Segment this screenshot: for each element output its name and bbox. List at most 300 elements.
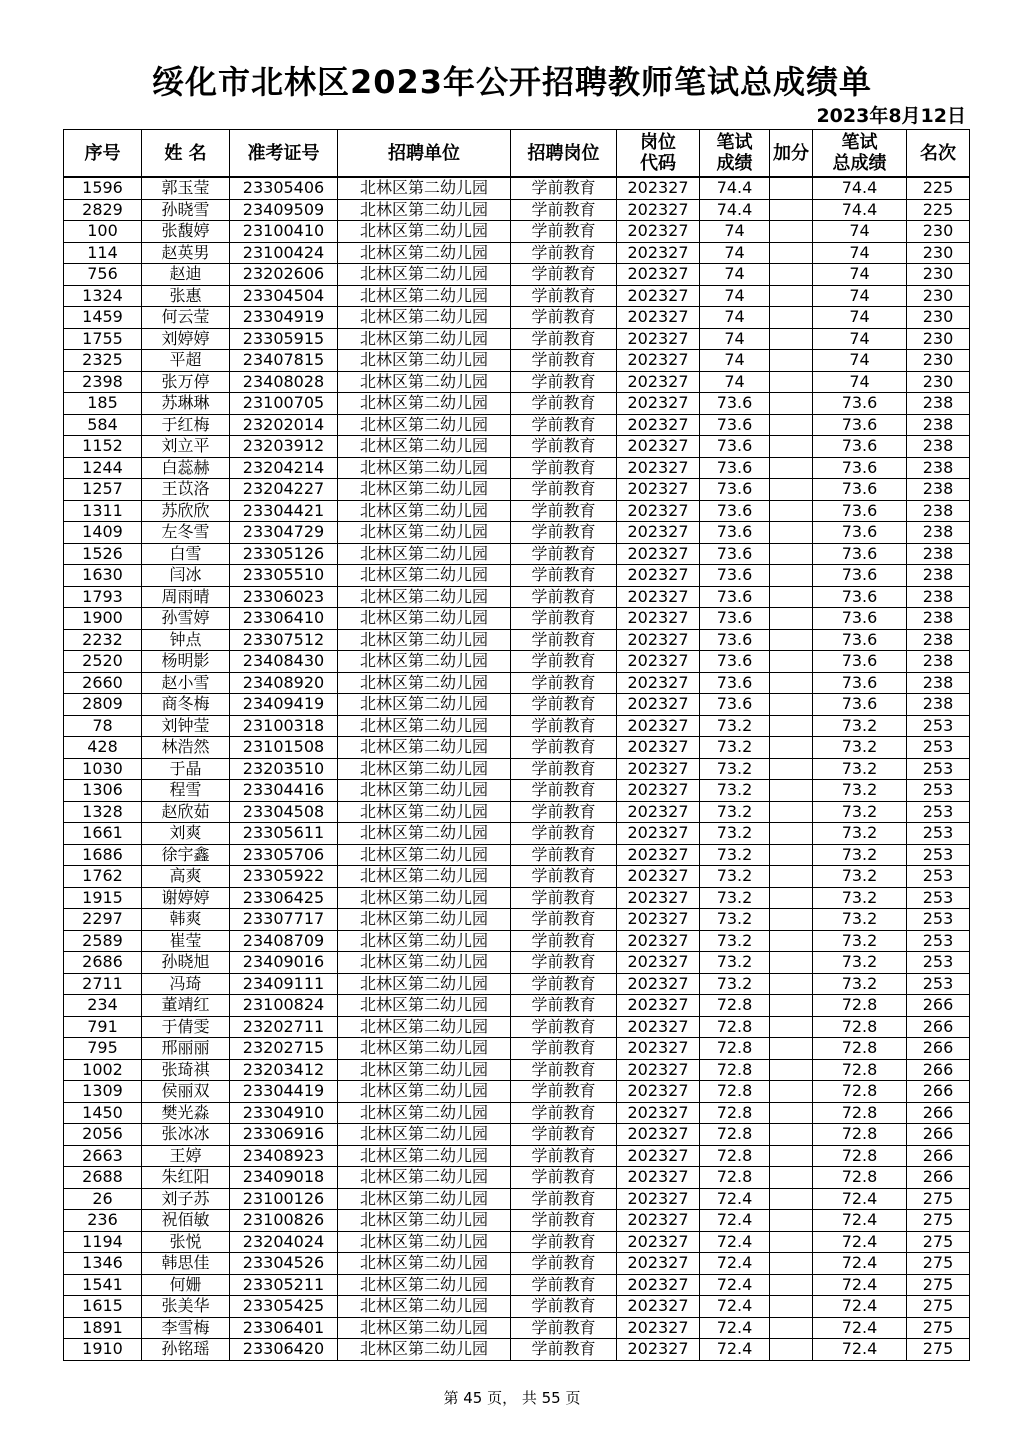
cell-total-score: 72.4 bbox=[813, 1317, 907, 1339]
cell-unit: 北林区第二幼儿园 bbox=[338, 715, 511, 737]
table-row bbox=[64, 586, 970, 608]
table-row bbox=[64, 457, 970, 479]
cell-unit: 北林区第二幼儿园 bbox=[338, 479, 511, 501]
cell-rank: 266 bbox=[907, 1081, 970, 1103]
cell-index: 2809 bbox=[64, 694, 142, 716]
cell-total-score: 73.6 bbox=[813, 500, 907, 522]
cell-name: 徐宇鑫 bbox=[142, 844, 230, 866]
cell-unit: 北林区第二幼儿园 bbox=[338, 801, 511, 823]
cell-position: 学前教育 bbox=[511, 522, 617, 544]
cell-exam-id: 23304504 bbox=[230, 285, 338, 307]
cell-position-code: 202327 bbox=[617, 1339, 700, 1361]
table-row bbox=[64, 608, 970, 630]
cell-index: 1030 bbox=[64, 758, 142, 780]
table-row bbox=[64, 1317, 970, 1339]
cell-written-score: 73.2 bbox=[700, 866, 770, 888]
cell-exam-id: 23100705 bbox=[230, 393, 338, 415]
cell-position-code: 202327 bbox=[617, 565, 700, 587]
cell-index: 1194 bbox=[64, 1231, 142, 1253]
cell-written-score: 72.4 bbox=[700, 1231, 770, 1253]
cell-index: 2398 bbox=[64, 371, 142, 393]
cell-position: 学前教育 bbox=[511, 1145, 617, 1167]
cell-written-score: 72.4 bbox=[700, 1188, 770, 1210]
cell-rank: 253 bbox=[907, 909, 970, 931]
cell-total-score: 74 bbox=[813, 242, 907, 264]
cell-rank: 238 bbox=[907, 543, 970, 565]
cell-bonus bbox=[770, 177, 813, 199]
cell-written-score: 72.8 bbox=[700, 1038, 770, 1060]
cell-index: 791 bbox=[64, 1016, 142, 1038]
cell-unit: 北林区第二幼儿园 bbox=[338, 221, 511, 243]
cell-total-score: 74 bbox=[813, 221, 907, 243]
cell-position: 学前教育 bbox=[511, 694, 617, 716]
cell-bonus bbox=[770, 844, 813, 866]
cell-position-code: 202327 bbox=[617, 1167, 700, 1189]
cell-position: 学前教育 bbox=[511, 995, 617, 1017]
cell-bonus bbox=[770, 801, 813, 823]
cell-bonus bbox=[770, 995, 813, 1017]
cell-position-code: 202327 bbox=[617, 1317, 700, 1339]
cell-rank: 225 bbox=[907, 177, 970, 199]
header-total-score: 笔试 总成绩 bbox=[813, 130, 907, 178]
cell-rank: 253 bbox=[907, 930, 970, 952]
cell-position-code: 202327 bbox=[617, 801, 700, 823]
cell-position-code: 202327 bbox=[617, 1210, 700, 1232]
cell-bonus bbox=[770, 264, 813, 286]
table-row bbox=[64, 500, 970, 522]
cell-index: 2297 bbox=[64, 909, 142, 931]
cell-exam-id: 23305706 bbox=[230, 844, 338, 866]
cell-total-score: 73.2 bbox=[813, 823, 907, 845]
cell-unit: 北林区第二幼儿园 bbox=[338, 887, 511, 909]
table-row bbox=[64, 1188, 970, 1210]
cell-bonus bbox=[770, 930, 813, 952]
cell-rank: 238 bbox=[907, 694, 970, 716]
cell-index: 1306 bbox=[64, 780, 142, 802]
cell-bonus bbox=[770, 371, 813, 393]
cell-position: 学前教育 bbox=[511, 952, 617, 974]
cell-name: 赵小雪 bbox=[142, 672, 230, 694]
cell-position: 学前教育 bbox=[511, 1081, 617, 1103]
cell-exam-id: 23306410 bbox=[230, 608, 338, 630]
cell-rank: 230 bbox=[907, 307, 970, 329]
cell-index: 1630 bbox=[64, 565, 142, 587]
cell-total-score: 73.6 bbox=[813, 457, 907, 479]
cell-rank: 238 bbox=[907, 500, 970, 522]
cell-position: 学前教育 bbox=[511, 629, 617, 651]
cell-total-score: 73.6 bbox=[813, 479, 907, 501]
table-row bbox=[64, 758, 970, 780]
cell-position: 学前教育 bbox=[511, 177, 617, 199]
cell-position-code: 202327 bbox=[617, 737, 700, 759]
cell-name: 张美华 bbox=[142, 1296, 230, 1318]
cell-position-code: 202327 bbox=[617, 715, 700, 737]
cell-bonus bbox=[770, 866, 813, 888]
table-row bbox=[64, 844, 970, 866]
cell-name: 张馥婷 bbox=[142, 221, 230, 243]
cell-unit: 北林区第二幼儿园 bbox=[338, 522, 511, 544]
cell-index: 185 bbox=[64, 393, 142, 415]
cell-index: 2589 bbox=[64, 930, 142, 952]
cell-total-score: 72.4 bbox=[813, 1231, 907, 1253]
cell-position: 学前教育 bbox=[511, 565, 617, 587]
cell-exam-id: 23305406 bbox=[230, 177, 338, 199]
cell-written-score: 73.6 bbox=[700, 393, 770, 415]
cell-exam-id: 23307717 bbox=[230, 909, 338, 931]
cell-position-code: 202327 bbox=[617, 758, 700, 780]
cell-unit: 北林区第二幼儿园 bbox=[338, 672, 511, 694]
cell-position: 学前教育 bbox=[511, 1317, 617, 1339]
cell-position: 学前教育 bbox=[511, 457, 617, 479]
table-row bbox=[64, 1210, 970, 1232]
cell-bonus bbox=[770, 1145, 813, 1167]
cell-unit: 北林区第二幼儿园 bbox=[338, 436, 511, 458]
cell-total-score: 73.2 bbox=[813, 780, 907, 802]
table-row bbox=[64, 350, 970, 372]
cell-bonus bbox=[770, 973, 813, 995]
cell-bonus bbox=[770, 780, 813, 802]
cell-rank: 238 bbox=[907, 414, 970, 436]
cell-written-score: 73.2 bbox=[700, 823, 770, 845]
cell-rank: 275 bbox=[907, 1253, 970, 1275]
cell-position-code: 202327 bbox=[617, 285, 700, 307]
cell-total-score: 72.4 bbox=[813, 1188, 907, 1210]
header-written-score: 笔试 成绩 bbox=[700, 130, 770, 178]
cell-position-code: 202327 bbox=[617, 694, 700, 716]
cell-total-score: 73.6 bbox=[813, 672, 907, 694]
cell-unit: 北林区第二幼儿园 bbox=[338, 995, 511, 1017]
cell-unit: 北林区第二幼儿园 bbox=[338, 1253, 511, 1275]
cell-bonus bbox=[770, 887, 813, 909]
table-row bbox=[64, 672, 970, 694]
header-rank: 名次 bbox=[907, 130, 970, 178]
cell-written-score: 73.2 bbox=[700, 737, 770, 759]
cell-bonus bbox=[770, 952, 813, 974]
cell-unit: 北林区第二幼儿园 bbox=[338, 177, 511, 199]
cell-exam-id: 23202014 bbox=[230, 414, 338, 436]
cell-index: 428 bbox=[64, 737, 142, 759]
cell-exam-id: 23203912 bbox=[230, 436, 338, 458]
cell-index: 1311 bbox=[64, 500, 142, 522]
cell-exam-id: 23100826 bbox=[230, 1210, 338, 1232]
cell-position-code: 202327 bbox=[617, 930, 700, 952]
cell-position: 学前教育 bbox=[511, 1188, 617, 1210]
cell-position: 学前教育 bbox=[511, 307, 617, 329]
cell-index: 100 bbox=[64, 221, 142, 243]
cell-index: 1324 bbox=[64, 285, 142, 307]
cell-bonus bbox=[770, 1059, 813, 1081]
cell-position-code: 202327 bbox=[617, 1145, 700, 1167]
table-row bbox=[64, 909, 970, 931]
cell-exam-id: 23204214 bbox=[230, 457, 338, 479]
cell-name: 崔莹 bbox=[142, 930, 230, 952]
table-row bbox=[64, 823, 970, 845]
cell-position-code: 202327 bbox=[617, 199, 700, 221]
cell-written-score: 73.2 bbox=[700, 973, 770, 995]
cell-unit: 北林区第二幼儿园 bbox=[338, 1296, 511, 1318]
cell-position: 学前教育 bbox=[511, 414, 617, 436]
cell-rank: 266 bbox=[907, 1167, 970, 1189]
cell-bonus bbox=[770, 586, 813, 608]
cell-unit: 北林区第二幼儿园 bbox=[338, 1210, 511, 1232]
cell-bonus bbox=[770, 479, 813, 501]
cell-position: 学前教育 bbox=[511, 715, 617, 737]
cell-position: 学前教育 bbox=[511, 264, 617, 286]
cell-position-code: 202327 bbox=[617, 1102, 700, 1124]
cell-rank: 238 bbox=[907, 522, 970, 544]
cell-position: 学前教育 bbox=[511, 780, 617, 802]
cell-name: 杨明影 bbox=[142, 651, 230, 673]
cell-index: 1409 bbox=[64, 522, 142, 544]
cell-rank: 253 bbox=[907, 715, 970, 737]
cell-written-score: 72.4 bbox=[700, 1296, 770, 1318]
cell-exam-id: 23409419 bbox=[230, 694, 338, 716]
cell-total-score: 73.2 bbox=[813, 973, 907, 995]
cell-written-score: 73.6 bbox=[700, 694, 770, 716]
cell-written-score: 72.8 bbox=[700, 995, 770, 1017]
cell-exam-id: 23408430 bbox=[230, 651, 338, 673]
cell-total-score: 73.2 bbox=[813, 715, 907, 737]
cell-written-score: 72.4 bbox=[700, 1317, 770, 1339]
cell-total-score: 73.2 bbox=[813, 737, 907, 759]
cell-rank: 230 bbox=[907, 264, 970, 286]
cell-position: 学前教育 bbox=[511, 371, 617, 393]
table-row bbox=[64, 1231, 970, 1253]
cell-total-score: 73.6 bbox=[813, 543, 907, 565]
table-row bbox=[64, 651, 970, 673]
cell-unit: 北林区第二幼儿园 bbox=[338, 866, 511, 888]
cell-written-score: 73.6 bbox=[700, 500, 770, 522]
cell-bonus bbox=[770, 500, 813, 522]
cell-name: 闫冰 bbox=[142, 565, 230, 587]
page-footer: 第 45 页， 共 55 页 bbox=[443, 1389, 581, 1407]
cell-position: 学前教育 bbox=[511, 1339, 617, 1361]
cell-position: 学前教育 bbox=[511, 1059, 617, 1081]
cell-bonus bbox=[770, 694, 813, 716]
table-row bbox=[64, 1102, 970, 1124]
cell-bonus bbox=[770, 1317, 813, 1339]
cell-index: 114 bbox=[64, 242, 142, 264]
cell-rank: 225 bbox=[907, 199, 970, 221]
table-row bbox=[64, 565, 970, 587]
cell-written-score: 72.4 bbox=[700, 1274, 770, 1296]
cell-total-score: 72.8 bbox=[813, 1059, 907, 1081]
cell-exam-id: 23304919 bbox=[230, 307, 338, 329]
cell-name: 张惠 bbox=[142, 285, 230, 307]
cell-unit: 北林区第二幼儿园 bbox=[338, 199, 511, 221]
table-row bbox=[64, 436, 970, 458]
cell-total-score: 74.4 bbox=[813, 199, 907, 221]
cell-position: 学前教育 bbox=[511, 543, 617, 565]
cell-name: 孙铭瑶 bbox=[142, 1339, 230, 1361]
cell-rank: 266 bbox=[907, 1038, 970, 1060]
cell-position-code: 202327 bbox=[617, 522, 700, 544]
cell-index: 1541 bbox=[64, 1274, 142, 1296]
cell-position-code: 202327 bbox=[617, 887, 700, 909]
cell-unit: 北林区第二幼儿园 bbox=[338, 285, 511, 307]
table-row bbox=[64, 694, 970, 716]
cell-index: 1459 bbox=[64, 307, 142, 329]
cell-rank: 230 bbox=[907, 242, 970, 264]
cell-name: 侯丽双 bbox=[142, 1081, 230, 1103]
cell-unit: 北林区第二幼儿园 bbox=[338, 780, 511, 802]
cell-written-score: 73.2 bbox=[700, 887, 770, 909]
cell-exam-id: 23101508 bbox=[230, 737, 338, 759]
cell-rank: 230 bbox=[907, 328, 970, 350]
cell-exam-id: 23304526 bbox=[230, 1253, 338, 1275]
cell-index: 1596 bbox=[64, 177, 142, 199]
cell-rank: 238 bbox=[907, 436, 970, 458]
cell-position: 学前教育 bbox=[511, 737, 617, 759]
cell-unit: 北林区第二幼儿园 bbox=[338, 328, 511, 350]
cell-written-score: 73.6 bbox=[700, 608, 770, 630]
cell-index: 1910 bbox=[64, 1339, 142, 1361]
cell-unit: 北林区第二幼儿园 bbox=[338, 909, 511, 931]
cell-position-code: 202327 bbox=[617, 844, 700, 866]
cell-name: 于倩雯 bbox=[142, 1016, 230, 1038]
cell-total-score: 74 bbox=[813, 307, 907, 329]
cell-unit: 北林区第二幼儿园 bbox=[338, 264, 511, 286]
cell-written-score: 73.2 bbox=[700, 780, 770, 802]
cell-position-code: 202327 bbox=[617, 479, 700, 501]
cell-index: 756 bbox=[64, 264, 142, 286]
cell-total-score: 73.2 bbox=[813, 909, 907, 931]
cell-position-code: 202327 bbox=[617, 328, 700, 350]
cell-exam-id: 23306023 bbox=[230, 586, 338, 608]
cell-index: 236 bbox=[64, 1210, 142, 1232]
cell-written-score: 74.4 bbox=[700, 177, 770, 199]
cell-bonus bbox=[770, 1081, 813, 1103]
cell-name: 王苡洛 bbox=[142, 479, 230, 501]
table-row bbox=[64, 264, 970, 286]
cell-bonus bbox=[770, 1167, 813, 1189]
cell-position: 学前教育 bbox=[511, 844, 617, 866]
cell-position-code: 202327 bbox=[617, 909, 700, 931]
cell-bonus bbox=[770, 823, 813, 845]
cell-unit: 北林区第二幼儿园 bbox=[338, 500, 511, 522]
cell-written-score: 72.8 bbox=[700, 1016, 770, 1038]
cell-bonus bbox=[770, 328, 813, 350]
cell-position-code: 202327 bbox=[617, 457, 700, 479]
cell-unit: 北林区第二幼儿园 bbox=[338, 350, 511, 372]
cell-name: 邢丽丽 bbox=[142, 1038, 230, 1060]
cell-name: 林浩然 bbox=[142, 737, 230, 759]
cell-position-code: 202327 bbox=[617, 350, 700, 372]
cell-position: 学前教育 bbox=[511, 672, 617, 694]
cell-unit: 北林区第二幼儿园 bbox=[338, 1102, 511, 1124]
cell-position: 学前教育 bbox=[511, 199, 617, 221]
cell-position-code: 202327 bbox=[617, 393, 700, 415]
cell-rank: 266 bbox=[907, 1145, 970, 1167]
table-row bbox=[64, 952, 970, 974]
cell-bonus bbox=[770, 1210, 813, 1232]
header-name: 姓 名 bbox=[142, 130, 230, 178]
cell-rank: 266 bbox=[907, 1059, 970, 1081]
cell-name: 韩思佳 bbox=[142, 1253, 230, 1275]
cell-exam-id: 23100318 bbox=[230, 715, 338, 737]
cell-total-score: 72.8 bbox=[813, 1102, 907, 1124]
cell-rank: 238 bbox=[907, 651, 970, 673]
header-position-code: 岗位 代码 bbox=[617, 130, 700, 178]
table-row bbox=[64, 1253, 970, 1275]
table-row bbox=[64, 1167, 970, 1189]
cell-written-score: 72.4 bbox=[700, 1253, 770, 1275]
cell-bonus bbox=[770, 672, 813, 694]
cell-name: 孙晓雪 bbox=[142, 199, 230, 221]
table-row bbox=[64, 522, 970, 544]
cell-index: 795 bbox=[64, 1038, 142, 1060]
table-row bbox=[64, 801, 970, 823]
cell-name: 刘钟莹 bbox=[142, 715, 230, 737]
cell-exam-id: 23307512 bbox=[230, 629, 338, 651]
cell-bonus bbox=[770, 1296, 813, 1318]
cell-bonus bbox=[770, 543, 813, 565]
cell-written-score: 74 bbox=[700, 264, 770, 286]
table-row bbox=[64, 1081, 970, 1103]
cell-unit: 北林区第二幼儿园 bbox=[338, 1038, 511, 1060]
cell-position-code: 202327 bbox=[617, 780, 700, 802]
cell-unit: 北林区第二幼儿园 bbox=[338, 1081, 511, 1103]
cell-position-code: 202327 bbox=[617, 823, 700, 845]
cell-position-code: 202327 bbox=[617, 608, 700, 630]
cell-position: 学前教育 bbox=[511, 328, 617, 350]
cell-total-score: 74 bbox=[813, 371, 907, 393]
cell-position-code: 202327 bbox=[617, 436, 700, 458]
cell-bonus bbox=[770, 457, 813, 479]
cell-name: 樊光淼 bbox=[142, 1102, 230, 1124]
cell-exam-id: 23409016 bbox=[230, 952, 338, 974]
cell-name: 苏欣欣 bbox=[142, 500, 230, 522]
cell-position: 学前教育 bbox=[511, 801, 617, 823]
cell-name: 赵英男 bbox=[142, 242, 230, 264]
cell-position-code: 202327 bbox=[617, 651, 700, 673]
cell-bonus bbox=[770, 285, 813, 307]
table-row bbox=[64, 393, 970, 415]
cell-name: 刘子苏 bbox=[142, 1188, 230, 1210]
table-row bbox=[64, 199, 970, 221]
cell-exam-id: 23100424 bbox=[230, 242, 338, 264]
cell-name: 商冬梅 bbox=[142, 694, 230, 716]
cell-total-score: 73.2 bbox=[813, 952, 907, 974]
cell-name: 平超 bbox=[142, 350, 230, 372]
cell-rank: 230 bbox=[907, 371, 970, 393]
cell-name: 于红梅 bbox=[142, 414, 230, 436]
cell-total-score: 73.6 bbox=[813, 629, 907, 651]
cell-exam-id: 23202711 bbox=[230, 1016, 338, 1038]
cell-total-score: 73.2 bbox=[813, 844, 907, 866]
cell-rank: 253 bbox=[907, 780, 970, 802]
cell-rank: 238 bbox=[907, 629, 970, 651]
cell-rank: 266 bbox=[907, 1016, 970, 1038]
cell-index: 1309 bbox=[64, 1081, 142, 1103]
cell-name: 冯琦 bbox=[142, 973, 230, 995]
cell-index: 1152 bbox=[64, 436, 142, 458]
cell-position: 学前教育 bbox=[511, 586, 617, 608]
cell-total-score: 72.8 bbox=[813, 995, 907, 1017]
cell-position: 学前教育 bbox=[511, 350, 617, 372]
cell-rank: 253 bbox=[907, 758, 970, 780]
cell-index: 1257 bbox=[64, 479, 142, 501]
cell-index: 2520 bbox=[64, 651, 142, 673]
header-position: 招聘岗位 bbox=[511, 130, 617, 178]
table-row bbox=[64, 371, 970, 393]
cell-written-score: 74 bbox=[700, 371, 770, 393]
cell-index: 584 bbox=[64, 414, 142, 436]
cell-position: 学前教育 bbox=[511, 393, 617, 415]
cell-written-score: 73.6 bbox=[700, 629, 770, 651]
cell-written-score: 73.6 bbox=[700, 479, 770, 501]
cell-index: 26 bbox=[64, 1188, 142, 1210]
